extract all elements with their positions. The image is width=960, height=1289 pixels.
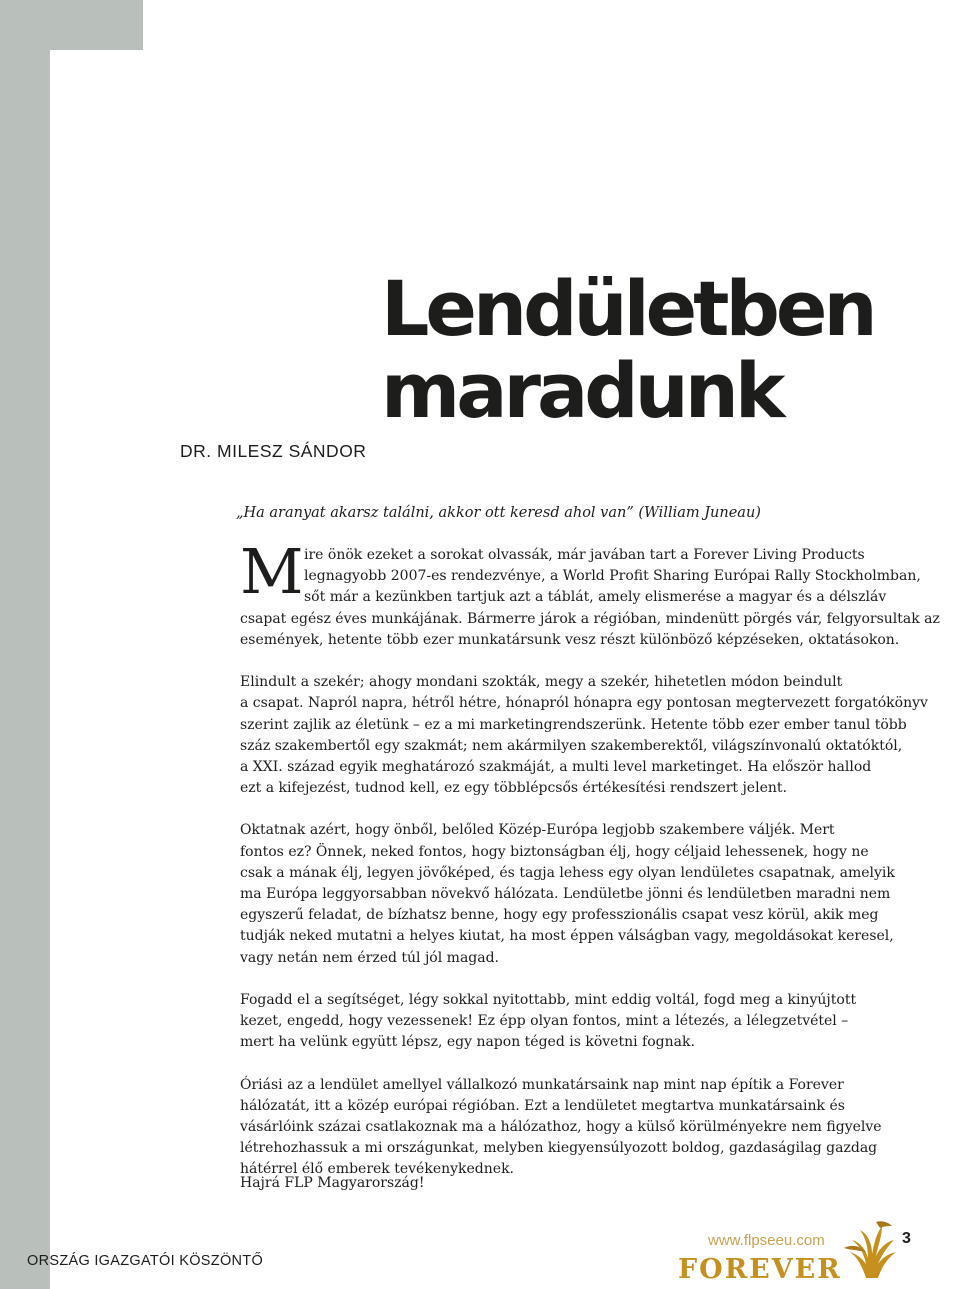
paragraph-line: kezet, engedd, hogy vezessenek! Ez épp olyan fontos, mint a létezés, a lélegzetvétel – [240, 1013, 849, 1030]
paragraph-line: Fogadd el a segítséget, légy sokkal nyitottabb, mint eddig voltál, fogd meg a kinyújtott [240, 991, 857, 1008]
page-number: 3 [902, 1230, 911, 1247]
paragraph-line: ma Európa leggyorsabban növekvő hálózata. Lendületbe jönni és lendületben maradni nem [240, 886, 891, 902]
author-name: DR. MILESZ SÁNDOR [180, 441, 367, 461]
paragraph-line: fontos ez? Önnek, neked fontos, hogy biztonságban élj, hogy céljaid lehessenek, hogy ne [240, 843, 869, 860]
opening-quote: „Ha aranyat akarsz találni, akkor ott keresd ahol van” (William Juneau) [236, 505, 761, 521]
paragraph-line: Elindult a szekér; ahogy mondani szokták, megy a szekér, hihetetlen módon beindult [240, 674, 843, 691]
aloe-eagle-logo-icon [836, 1218, 902, 1280]
paragraph-line: létrehozhassuk a mi országunkat, melyben kiegyensúlyozott boldog, gazdaságilag gazdag [240, 1140, 878, 1157]
paragraph-line: száz szakembertől egy szakmát; nem akármilyen szakemberektől, világszínvonalú oktatóktól, [240, 737, 903, 754]
paragraph-line: egyszerű feladat, de bízhatsz benne, hogy egy professzionális csapat vesz körül, akik meg [240, 907, 879, 924]
paragraph-line: szerint zajlik az életünk – ez a mi marketingrendszerünk. Hetente több ezer ember tanul több [240, 716, 907, 733]
paragraph-line: csapat egész éves munkájának. Bármerre járok a régióban, mindenütt pörgés vár, felgyorsultak az [240, 610, 940, 627]
title-line-1: Lendületben [381, 264, 874, 353]
decorative-bracket-inner [50, 50, 143, 1289]
title-line-2: maradunk [381, 346, 782, 435]
paragraph-line: csak a mának élj, legyen jövőképed, és tagja lehess egy olyan lendületes csapatnak, amelyik [240, 864, 895, 881]
footer-website-link[interactable]: www.flpseeu.com [708, 1232, 825, 1249]
paragraph-line: legnagyobb 2007-es rendezvénye, a World Profit Sharing Európai Rally Stockholmban, [304, 568, 921, 585]
paragraph-line: Óriási az a lendület amellyel vállalkozó munkatársaink nap mint nap építik a Forever [240, 1076, 844, 1093]
paragraph-line: hálózatát, itt a közép európai régióban. Ezt a lendületet megtartva munkatársaink és [240, 1097, 845, 1114]
paragraph-line: a csapat. Napról napra, hétről hétre, hónapról hónapra egy pontosan megtervezett forgatókönyv [240, 695, 928, 712]
paragraph-line: események, hetente több ezer munkatársunk vesz részt különböző képzéseken, oktatásokon. [240, 631, 900, 648]
paragraph-line: vásárlóink százai csatlakoznak ma a hálózathoz, hogy a külső körülményekre nem figyelve [240, 1119, 882, 1136]
paragraph-line: Oktatnak azért, hogy önből, belőled Közép-Európa legjobb szakembere váljék. Mert [240, 822, 835, 839]
paragraph-line: sőt már a kezünkben tartjuk azt a táblát, amely elismerése a magyar és a délszláv [304, 589, 887, 606]
paragraph-line: ire önök ezeket a sorokat olvassák, már javában tart a Forever Living Products [304, 547, 865, 563]
paragraph-line: hátérrel élő emberek tevékenykednek. [240, 1161, 514, 1178]
sign-off: Hajrá FLP Magyarország! [240, 1175, 425, 1191]
paragraph-line: tudják neked mutatni a helyes kiutat, ha most éppen válságban vagy, megoldásokat keresel, [240, 928, 894, 945]
paragraph-line: a XXI. század egyik meghatározó szakmáját, a multi level marketinget. Ha először hallod [240, 758, 872, 775]
article-body [240, 545, 940, 1181]
footer-section-title: ORSZÁG IGAZGATÓI KÖSZÖNTŐ [27, 1253, 264, 1269]
paragraph-line: ezt a kifejezést, tudnod kell, ez egy többlépcsős értékesítési rendszert jelent. [240, 780, 787, 797]
paragraph-line: vagy netán nem érzed túl jól magad. [240, 949, 500, 966]
article-title [381, 264, 941, 435]
drop-cap: M [240, 535, 304, 608]
brand-wordmark: FOREVER [678, 1254, 842, 1285]
paragraph-line: mert ha velünk együtt lépsz, egy napon téged is követni fognak. [240, 1034, 695, 1051]
